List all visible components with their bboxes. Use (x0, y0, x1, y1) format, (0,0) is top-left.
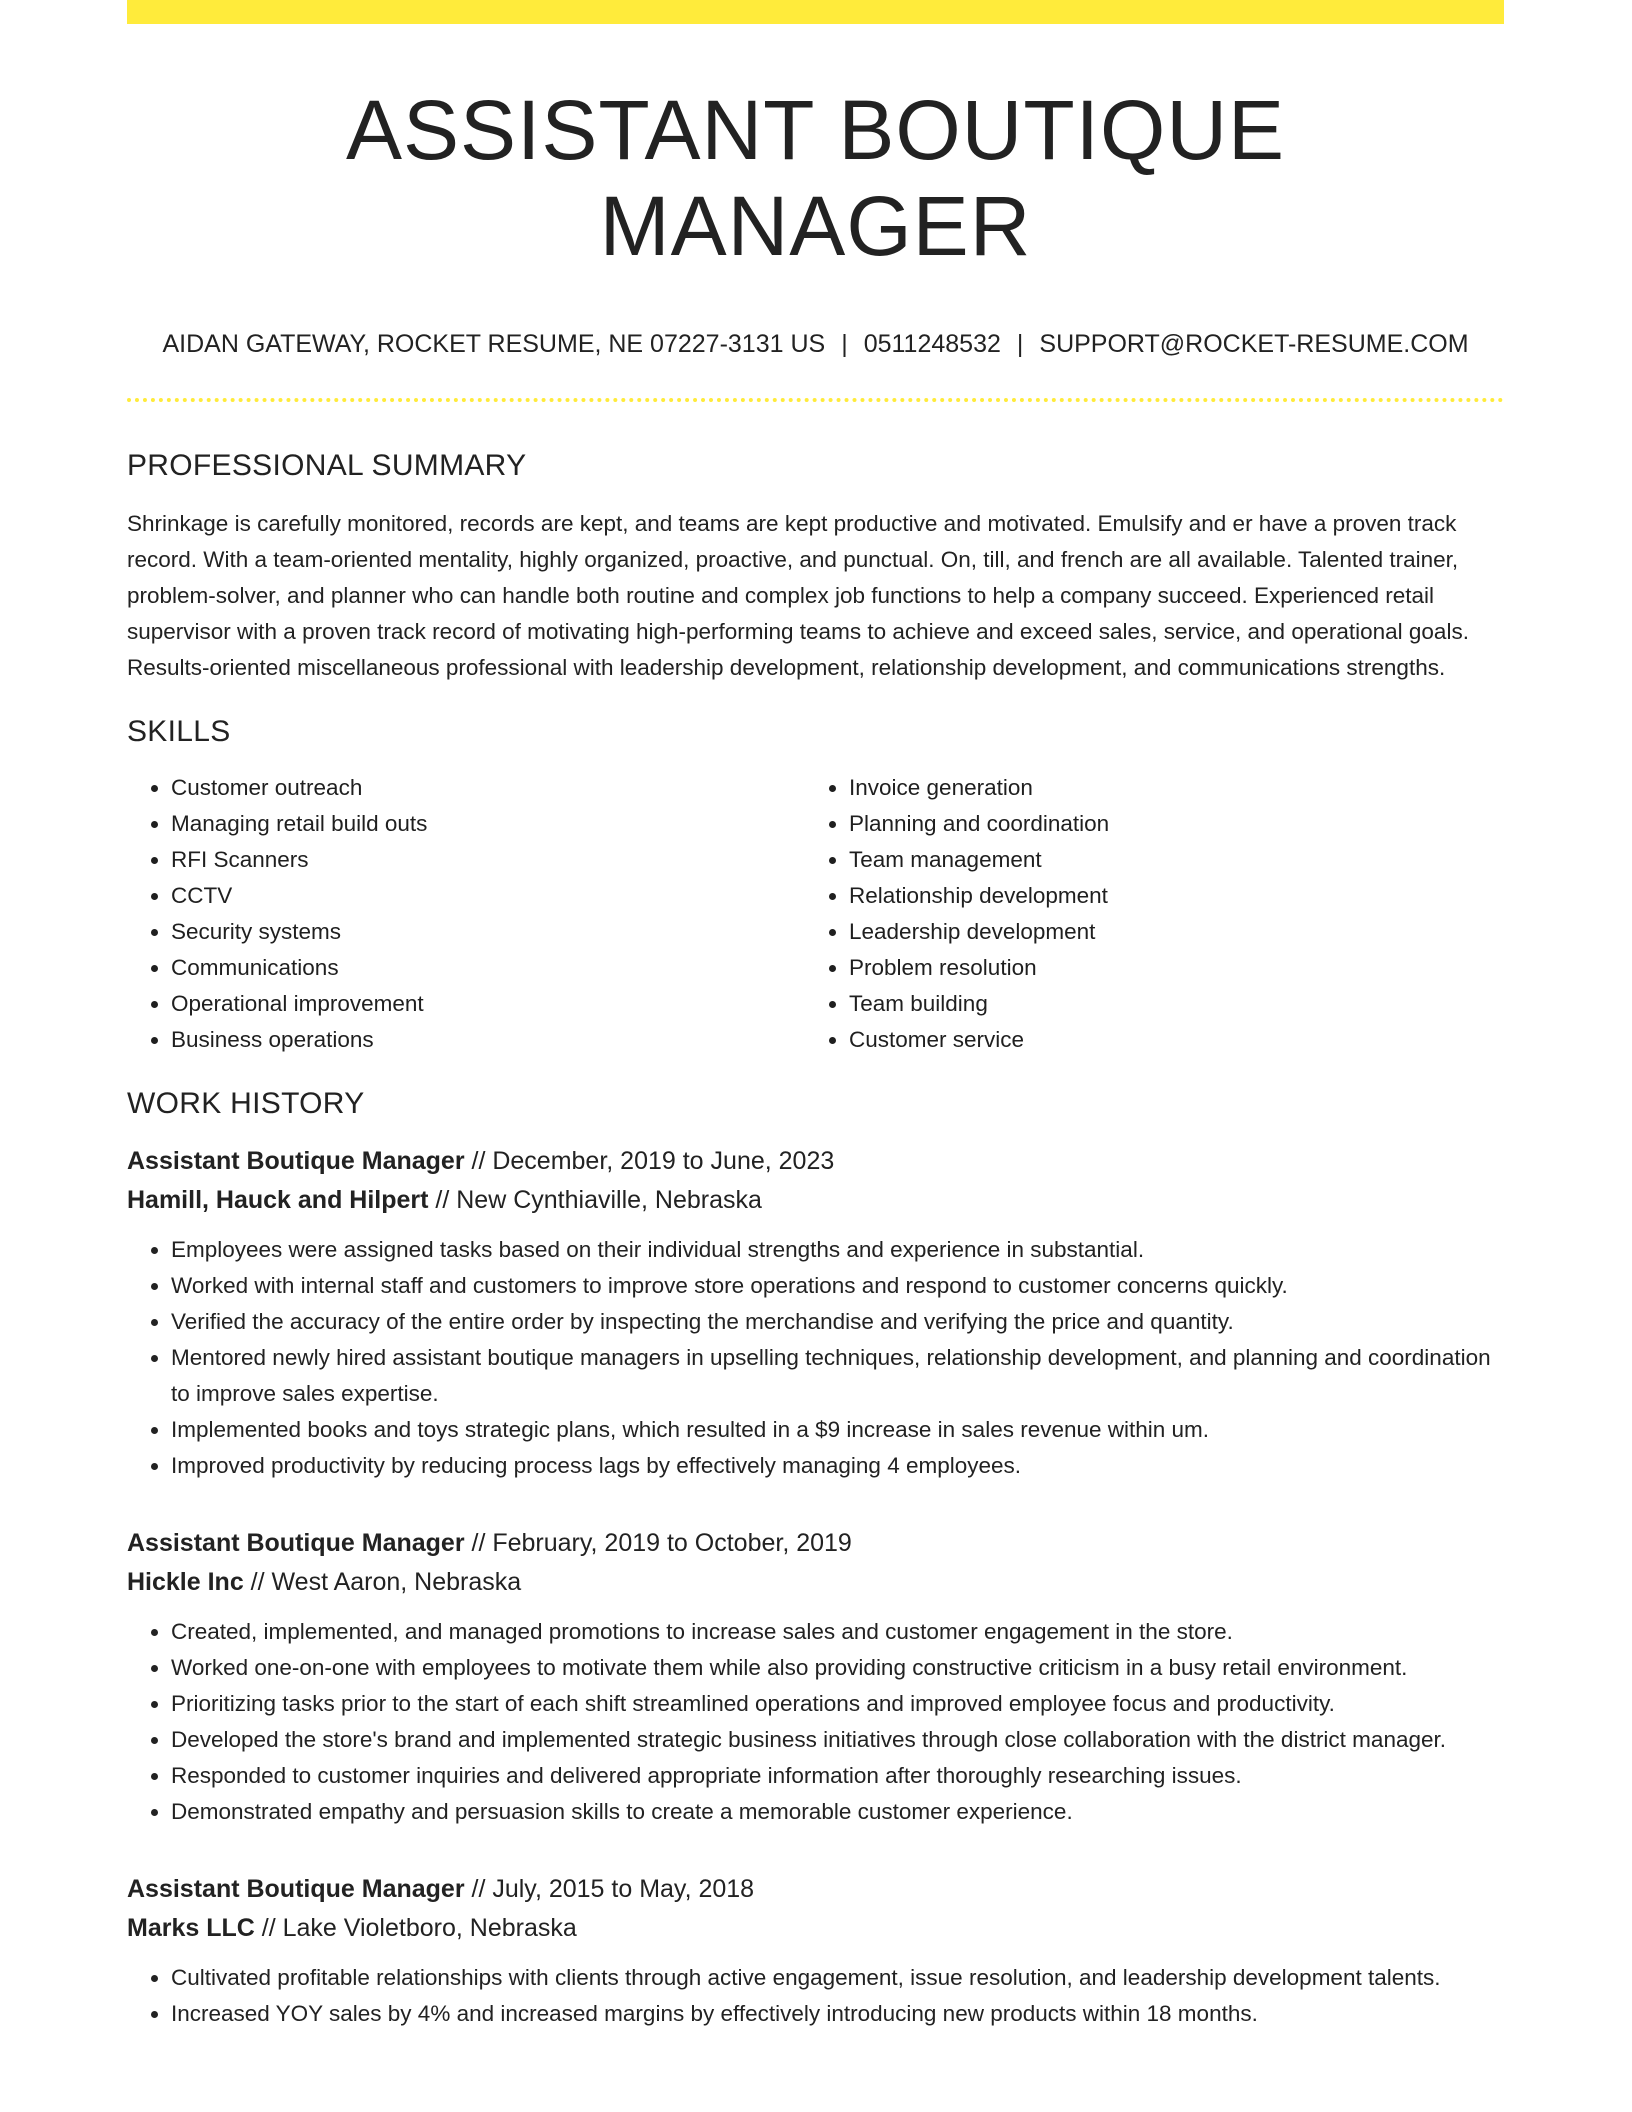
skill-item: • Business operations (171, 1022, 805, 1058)
job-company-line (127, 1181, 1504, 1220)
job-role: Assistant Boutique Manager (127, 1875, 465, 1903)
job-entry (127, 1870, 1504, 2032)
job-bullet: • Verified the accuracy of the entire order by inspecting the merchandise and verifying the price and quantity. (171, 1304, 1504, 1340)
resume-content (127, 0, 1504, 2032)
job-bullet: • Created, implemented, and managed promotions to increase sales and customer engagement in the store. (171, 1614, 1504, 1650)
skill-item: • CCTV (171, 878, 805, 914)
contact-line (127, 328, 1504, 360)
job-bullet: • Employees were assigned tasks based on their individual strengths and experience in substantial. (171, 1232, 1504, 1268)
skill-item: • Invoice generation (849, 770, 1483, 806)
skill-item: • Relationship development (849, 878, 1483, 914)
job-role: Assistant Boutique Manager (127, 1529, 465, 1557)
skills-list (127, 770, 1504, 1058)
job-bullet: • Developed the store's brand and implemented strategic business initiatives through close collaboration with the district manager. (171, 1722, 1504, 1758)
contact-email: SUPPORT@ROCKET-RESUME.COM (1039, 330, 1469, 358)
job-bullet: • Prioritizing tasks prior to the start of each shift streamlined operations and improved employee focus and productivity. (171, 1686, 1504, 1722)
skill-item: • Communications (171, 950, 805, 986)
skills-column-right (805, 770, 1483, 1058)
work-history-heading: WORK HISTORY (127, 1087, 365, 1120)
job-company-line (127, 1563, 1504, 1602)
job-bullet: • Worked one-on-one with employees to motivate them while also providing constructive criticism in a busy retail environment. (171, 1650, 1504, 1686)
job-bullet: • Demonstrated empathy and persuasion skills to create a memorable customer experience. (171, 1794, 1504, 1830)
job-location: // New Cynthiaville, Nebraska (428, 1186, 762, 1214)
job-dates: // February, 2019 to October, 2019 (464, 1529, 852, 1557)
skill-item: • Customer outreach (171, 770, 805, 806)
resume-name: ASSISTANT BOUTIQUE MANAGER (345, 83, 1286, 273)
job-role-line (127, 1524, 1504, 1563)
job-role-line (127, 1870, 1504, 1909)
divider (127, 398, 1504, 402)
skill-item: • Managing retail build outs (171, 806, 805, 842)
job-bullets (127, 1960, 1504, 2032)
job-entry (127, 1142, 1504, 1484)
job-bullet: • Worked with internal staff and customers to improve store operations and respond to customer concerns quickly. (171, 1268, 1504, 1304)
skill-item: • Team building (849, 986, 1483, 1022)
job-company: Hickle Inc (127, 1568, 244, 1596)
skills-column-left (127, 770, 805, 1058)
job-company: Marks LLC (127, 1914, 255, 1942)
skill-item: • Security systems (171, 914, 805, 950)
job-bullets (127, 1614, 1504, 1830)
summary-text: Shrinkage is carefully monitored, records are kept, and teams are kept productive and motivated. Emulsify and er have a proven track record. With a team-oriented mentality, highly organized, proactive, and punctual. On, till, and french are all available. Talented trainer, problem-solver, and planner who can handle both routine and complex job functions to help a company succeed. Experienced retail supervisor with a proven track record of motivating high-performing teams to achieve and exceed sales, service, and operational goals. Results-oriented miscellaneous professional with leadership development, relationship development, and communications strengths. (127, 511, 1469, 680)
contact-address: AIDAN GATEWAY, ROCKET RESUME, NE 07227-3131 US (162, 330, 826, 358)
skill-item: • Problem resolution (849, 950, 1483, 986)
contact-phone: 0511248532 (863, 330, 1001, 358)
job-bullet: • Cultivated profitable relationships with clients through active engagement, issue resolution, and leadership development talents. (171, 1960, 1504, 1996)
job-location: // Lake Violetboro, Nebraska (254, 1914, 577, 1942)
skill-item: • Planning and coordination (849, 806, 1483, 842)
contact-separator: | (841, 330, 848, 358)
job-location: // West Aaron, Nebraska (243, 1568, 522, 1596)
job-company: Hamill, Hauck and Hilpert (127, 1186, 429, 1214)
skill-item: • Leadership development (849, 914, 1483, 950)
job-bullet: • Implemented books and toys strategic plans, which resulted in a $9 increase in sales revenue within um. (171, 1412, 1504, 1448)
job-bullet: • Responded to customer inquiries and delivered appropriate information after thoroughly researching issues. (171, 1758, 1504, 1794)
job-role-line (127, 1142, 1504, 1181)
skill-item: • Customer service (849, 1022, 1483, 1058)
job-dates: // December, 2019 to June, 2023 (464, 1147, 835, 1175)
skills-heading: SKILLS (127, 715, 231, 748)
skill-item: • RFI Scanners (171, 842, 805, 878)
skill-item: • Team management (849, 842, 1483, 878)
job-bullet: • Improved productivity by reducing process lags by effectively managing 4 employees. (171, 1448, 1504, 1484)
contact-separator: | (1016, 330, 1024, 358)
job-bullet: • Increased YOY sales by 4% and increased margins by effectively introducing new products within 18 months. (171, 1996, 1504, 2032)
job-dates: // July, 2015 to May, 2018 (464, 1875, 755, 1903)
job-bullet: • Mentored newly hired assistant boutique managers in upselling techniques, relationship development, and planning and coordination to improve sales expertise. (171, 1340, 1504, 1412)
skill-item: • Operational improvement (171, 986, 805, 1022)
job-entry (127, 1524, 1504, 1830)
job-role: Assistant Boutique Manager (127, 1147, 465, 1175)
job-bullets (127, 1232, 1504, 1484)
job-company-line (127, 1909, 1504, 1948)
summary-heading: PROFESSIONAL SUMMARY (127, 449, 527, 482)
